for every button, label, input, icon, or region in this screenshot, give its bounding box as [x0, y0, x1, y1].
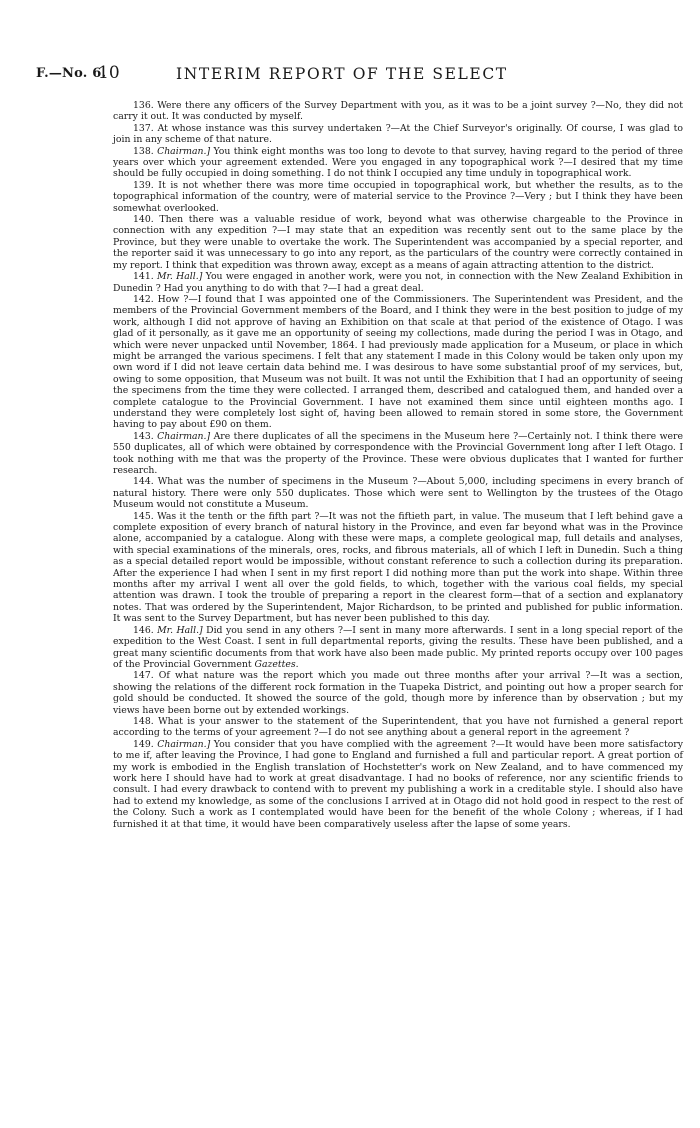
paragraph-145: 145. Was it the tenth or the fifth part ?—It was not the fiftieth part, in value. The museum that I left behind gave a complete exposition of every branch of natural history in the Province, and even far beyond what was in the Province alone, accompanied by a catalogue. Along with these were maps, a complete geological map, full details and analyses, with special examinations of the minerals, ores, rocks, and fibrous materials, all of which I left in Dunedin. Such a thing as a special detailed report would be impossible, without constant reference to such a collection during its preparation. After the experience I had when I sent in my first report I did nothing more than put the work into shape. Within three months after my arrival I went all over the gold fields, to which, together with the various coal fields, my special attention was drawn. I took the trouble of preparing a report in the clearest form—that of a section and explanatory notes. That was ordered by the Superintendent, Major Richardson, to be printed and published for public information. It was sent to the Survey Department, but has never been published to this day. — [113, 510, 683, 625]
paragraph-148: 148. What is your answer to the statement of the Superintendent, that you have not furnished a general report according to the terms of your agreement ?—I do not see anything about a general report in the agreement ? — [113, 715, 683, 739]
paragraph-141: 141. Mr. Hall.] You were engaged in another work, were you not, in connection with the New Zealand Exhibition in Dunedin ? Had you anything to do with that ?—I had a great deal. — [113, 271, 683, 294]
page-header — [36, 63, 666, 86]
document-reference: F.—No. 6. — [36, 66, 107, 81]
speaker-label: Mr. Hall.] — [156, 271, 203, 283]
paragraph-143: 143. Chairman.] Are there duplicates of all the specimens in the Museum here ?—Certainly not. I think there were 550 duplicates, all of which were obtained by correspondence with the Provincial Government long after I left Otago. I took nothing with me that was the property of the Province. These were obvious duplicates that I wanted for further research. — [113, 430, 683, 476]
paragraph-136: 136. Were there any officers of the Survey Department with you, as it was to be a joint survey ?—No, they did not carry it out. It was conducted by myself. — [113, 100, 683, 123]
paragraph-146: 146. Mr. Hall.] Did you send in any others ?—I sent in many more afterwards. I sent in a long special report of the expedition to the West Coast. I sent in full departmental reports, giving the results. These have been published, and a great many scientific documents from that work have also been made public. My printed reports occupy over 100 pages of the Provincial Government Gazettes. — [113, 624, 683, 670]
paragraph-142: 142. How ?—I found that I was appointed one of the Commissioners. The Superintendent was President, and the members of the Provincial Government members of the Board, and I think they were in the best position to judge of my work, although I did not approve of having an Exhibition on that scale at that period of the existence of Otago. I was glad of it personally, as it gave me an opportunity of seeing my collections, made during the period I was in Otago, and which were never unpacked until November, 1864. I had previously made application for a Museum, or place in which might be arranged the various specimens. I felt that any statement I made in this Colony would be taken only upon my own word if I did not leave certain data behind me. I was desirous to have some substantial proof of my services, but, owing to some opposition, that Museum was not built. It was not until the Exhibition that I had an opportunity of seeing the specimens from the time they were collected. I arranged them, described and catalogued them, and handed over a complete catalogue to the Provincial Government. I have not examined them since until eighteen months ago. I understand they were completely lost sight of, having been allowed to remain stored in some store, the Government having to pay about £90 on them. — [113, 293, 683, 431]
paragraph-149: 149. Chairman.] You consider that you have complied with the agreement ?—It would have been more satisfactory to me if, after leaving the Province, I had gone to England and furnished a full and particular report. A great portion of my work is embodied in the English translation of Hochstetter's work on New Zealand, and to have commenced my work here I should have had to work at great disadvantage. I had no books of reference, nor any scientific friends to consult. I had every drawback to contend with to prevent my publishing a work in a creditable style. I should also have had to extend my knowledge, as some of the conclusions I arrived at in Otago did not hold good in respect to the rest of the Colony. Such a work as I contemplated would have been for the benefit of the whole Colony ; whereas, if I had furnished it at that time, it would have been comparatively useless after the lapse of some years. — [113, 738, 684, 830]
paragraph-139: 139. It is not whether there was more time occupied in topographical work, but whether the results, as to the topographical information of the country, were of material service to the Province ?—Very ; but I think they have been somewhat overlooked. — [113, 179, 683, 214]
speaker-label: Chairman.] — [157, 430, 211, 442]
paragraph-144: 144. What was the number of specimens in the Museum ?—About 5,000, including specimens in every branch of natural history. There were only 550 duplicates. Those which were sent to Wellington by the trustees of the Otago Museum would not constitute a Museum. — [113, 476, 683, 511]
page-number: 10 — [98, 63, 120, 83]
speaker-label: Mr. Hall.] — [157, 624, 203, 636]
paragraph-138: 138. Chairman.] You think eight months was too long to devote to that survey, having regard to the period of three years over which your agreement extended. Were you engaged in any topographical work ?—I desired that my time should be fully occupied in doing something. I do not think I occupied any time unduly in topographical work. — [113, 145, 683, 180]
page-body — [113, 100, 683, 830]
speaker-label: Chairman.] — [157, 738, 211, 750]
paragraph-140: 140. Then there was a valuable residue of work, beyond what was otherwise chargeable to the Province in connection with any expedition ?—I may state that an expedition was recently sent out to the same place by the Province, but they were unable to overtake the work. The Superintendent was accompanied by a special reporter, and the reporter said it was unnecessary to go into any report, as the particulars of the country were correctly contained in my report. I think that expedition was thrown away, except as a means of again attracting attention to the district. — [113, 214, 683, 271]
running-title: INTERIM REPORT OF THE SELECT — [176, 65, 508, 83]
paragraph-147: 147. Of what nature was the report which you made out three months after your arrival ?—It was a section, showing the relations of the different rock formation in the Tuapeka District, and pointing out how a proper search for gold should be conducted. It showed the source of the gold, though more by inference than by observation ; but my views have been borne out by extended workings. — [113, 670, 683, 716]
speaker-label: Chairman.] — [157, 145, 211, 157]
paragraph-137: 137. At whose instance was this survey undertaken ?—At the Chief Surveyor's originally. Of course, I was glad to join in any scheme of that nature. — [113, 122, 683, 146]
